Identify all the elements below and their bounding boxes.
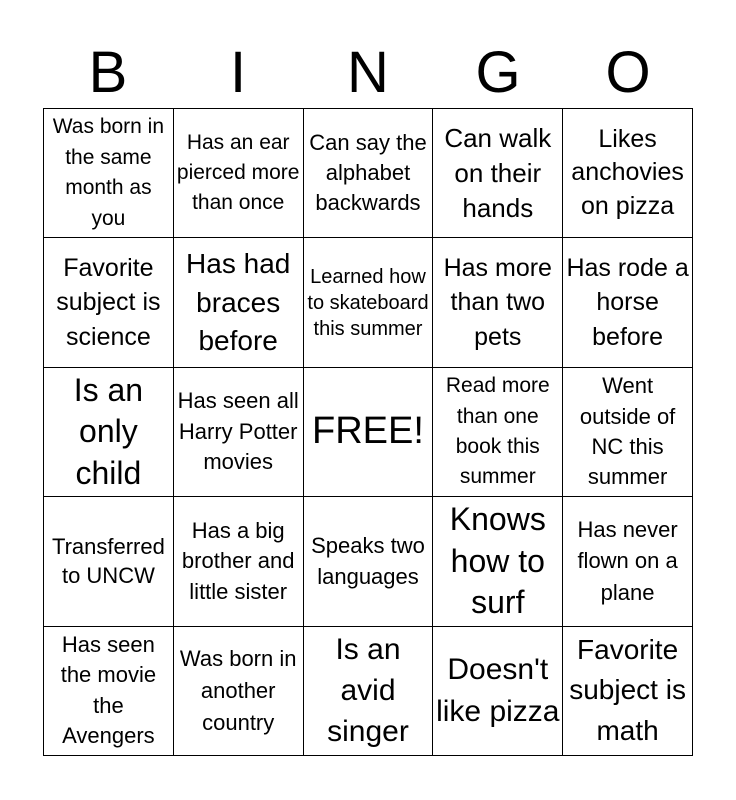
bingo-cell-text: Has seen the movie the Avengers <box>60 632 157 749</box>
bingo-cell-text: Has more than two pets <box>443 253 552 351</box>
bingo-cell[interactable] <box>44 497 174 626</box>
bingo-cell[interactable] <box>44 109 174 238</box>
bingo-cell-text: Knows how to surf <box>449 501 546 621</box>
bingo-cell[interactable] <box>304 109 434 238</box>
bingo-cell-text: Went outside of NC this summer <box>579 373 676 490</box>
bingo-cell[interactable] <box>433 238 563 367</box>
header-letter-g: G <box>475 40 521 105</box>
bingo-cell[interactable] <box>304 627 434 756</box>
bingo-cell-text: Has an ear pierced more than once <box>176 130 300 215</box>
bingo-cell-text: Read more than one book this summer <box>445 374 550 489</box>
bingo-grid <box>43 108 693 756</box>
bingo-cell-text: Learned how to skateboard this summer <box>307 265 429 340</box>
bingo-cell[interactable] <box>44 368 174 497</box>
bingo-cell[interactable] <box>174 627 304 756</box>
bingo-cell[interactable] <box>174 238 304 367</box>
bingo-cell-text: Speaks two languages <box>311 532 425 590</box>
header-letter-i: I <box>229 40 247 105</box>
bingo-cell-text: Has never flown on a plane <box>577 516 678 606</box>
bingo-cell[interactable] <box>433 368 563 497</box>
bingo-cell-text: Doesn't like pizza <box>436 653 560 728</box>
bingo-cell-text: Is an avid singer <box>327 632 409 749</box>
bingo-cell[interactable] <box>44 627 174 756</box>
header-letter-o: O <box>605 40 651 105</box>
bingo-cell-text: Has a big brother and little sister <box>181 517 295 604</box>
bingo-cell-text: Was born in another country <box>179 645 297 735</box>
bingo-cell[interactable] <box>174 368 304 497</box>
bingo-cell-text: Has had braces before <box>186 248 291 356</box>
bingo-cell[interactable] <box>174 109 304 238</box>
bingo-cell[interactable] <box>433 109 563 238</box>
bingo-cell[interactable] <box>174 497 304 626</box>
bingo-cell-text: Can say the alphabet backwards <box>309 129 427 216</box>
bingo-header <box>43 38 693 108</box>
bingo-cell[interactable] <box>563 368 693 497</box>
bingo-cell-text: Transferred to UNCW <box>51 533 165 589</box>
bingo-cell-text: Favorite subject is math <box>569 633 686 747</box>
header-letter-b: B <box>88 40 128 105</box>
bingo-cell[interactable] <box>563 627 693 756</box>
bingo-cell[interactable] <box>433 627 563 756</box>
free-space-text: FREE! <box>312 410 424 453</box>
bingo-cell[interactable] <box>304 238 434 367</box>
bingo-cell-text: Has seen all Harry Potter movies <box>177 388 299 475</box>
bingo-cell-text: Favorite subject is science <box>56 253 161 351</box>
bingo-cell[interactable] <box>304 497 434 626</box>
bingo-cell-text: Can walk on their hands <box>444 122 552 223</box>
bingo-cell[interactable] <box>563 497 693 626</box>
bingo-cell-text: Was born in the same month as you <box>52 115 165 230</box>
bingo-cell[interactable] <box>563 109 693 238</box>
bingo-cell[interactable] <box>433 497 563 626</box>
bingo-cell-text: Has rode a horse before <box>566 253 689 351</box>
header-letter-n: N <box>347 40 389 105</box>
free-space[interactable] <box>304 368 434 497</box>
bingo-cell[interactable] <box>44 238 174 367</box>
bingo-cell[interactable] <box>563 238 693 367</box>
bingo-cell-text: Likes anchovies on pizza <box>571 124 684 221</box>
bingo-cell-text: Is an only child <box>73 371 144 491</box>
